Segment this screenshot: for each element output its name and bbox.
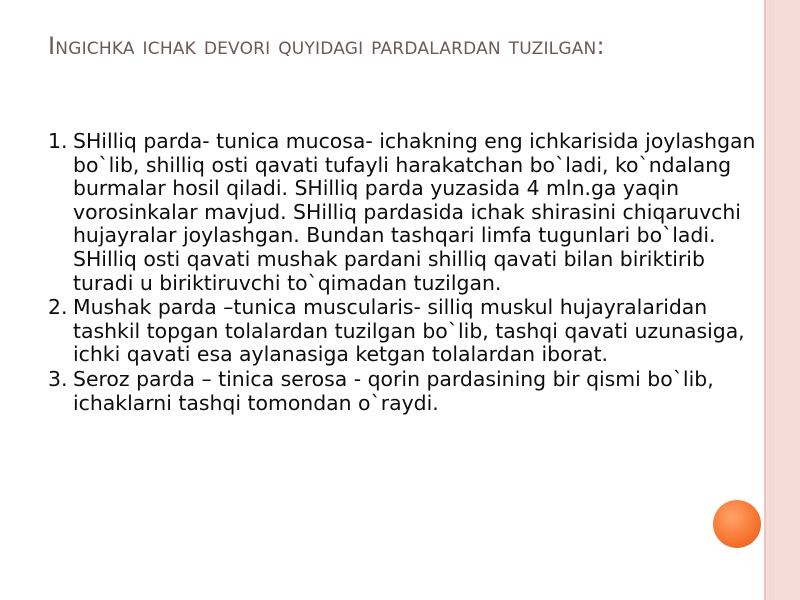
list-item-number: 1. <box>48 129 68 153</box>
list-item <box>48 130 763 295</box>
list-item-number: 2. <box>48 295 68 320</box>
list-item-number: 3. <box>48 366 68 391</box>
numbered-list <box>48 130 763 416</box>
list-item-text: Seroz parda – tinica serosa - qorin pardasining bir qismi bo`lib, ichaklarni tashqi tomondan o`raydi. <box>73 366 714 415</box>
slide-title: Ingichka ichak devori quyidagi pardalardan tuzilgan: <box>48 32 605 60</box>
list-item-text: Mushak parda –tunica muscularis- silliq muskul hujayralaridan tashkil topgan tolalardan tuzilgan bo`lib, tashqi qavati uzunasiga, ichki qavati esa aylanasiga ketgan tolalardan iborat. <box>73 295 745 367</box>
orange-circle-decoration <box>713 500 761 548</box>
decorative-side-band <box>764 0 800 600</box>
list-item <box>48 296 763 367</box>
list-item <box>48 368 763 415</box>
list-item-text: SHilliq parda- tunica mucosa- ichakning eng ichkarisida joylashgan bo`lib, shilliq osti qavati tufayli harakatchan bo`ladi, ko`ndalang burmalar hosil qiladi. SHilliq parda yuzasida 4 mln.ga yaqin vorosinkalar mavjud. SHilliq pardasida ichak shirasini chiqaruvchi hujayralar joylashgan. Bundan tashqari limfa tugunlari bo`ladi. SHilliq osti qavati mushak pardani shilliq qavati bilan biriktirib turadi u biriktiruvchi to`qimadan tuzilgan. <box>73 129 756 295</box>
